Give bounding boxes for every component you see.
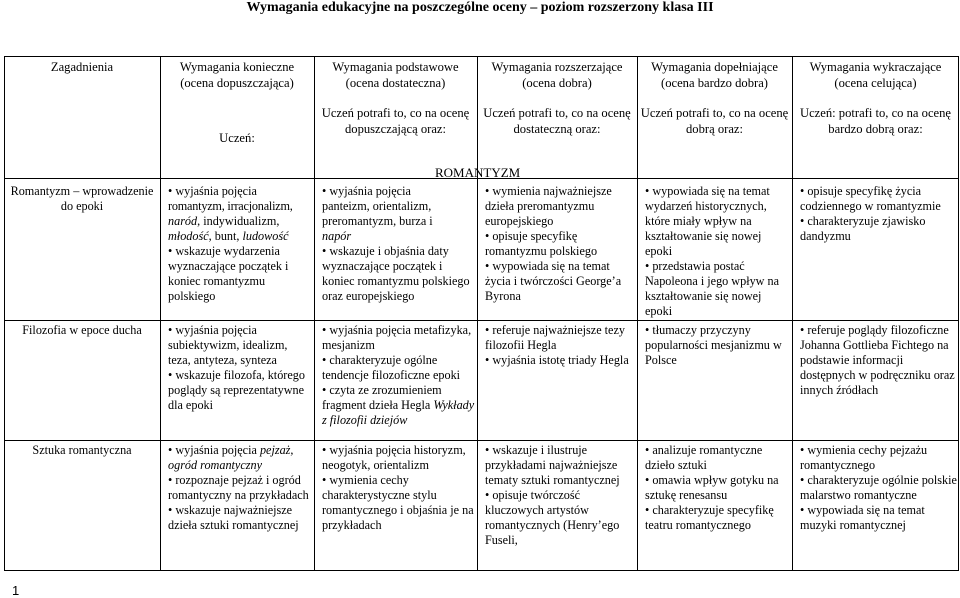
header-subtitle: (ocena dopuszczająca) <box>180 76 294 90</box>
requirements-cell <box>792 321 959 441</box>
list-item: • wyjaśnia pojęcia historyzm, neogotyk, orientalizm <box>322 443 475 473</box>
list-item: • referuje najważniejsze tezy filozofii Hegla <box>485 323 635 353</box>
requirements-cell <box>477 321 637 441</box>
table-row <box>4 441 959 571</box>
requirements-cell <box>160 321 314 441</box>
header-cell <box>160 57 314 178</box>
requirements-cell <box>792 178 959 321</box>
header-cell <box>314 57 477 178</box>
requirements-cell <box>792 441 959 571</box>
requirements-cell <box>637 441 792 571</box>
page-number: 1 <box>12 583 20 598</box>
header-criterion: Uczeń potrafi to, co na ocenę dobrą oraz: <box>640 106 789 136</box>
requirements-cell <box>160 178 314 321</box>
list-item: • wskazuje wydarzenia wyznaczające początek i koniec romantyzmu polskiego <box>168 244 312 304</box>
header-criterion: Uczeń potrafi to, co na ocenę dopuszczającą oraz: <box>321 106 470 136</box>
topic-cell: Romantyzm – wprowadzenie do epoki <box>10 184 154 213</box>
header-title: Zagadnienia <box>50 60 114 74</box>
table-row <box>4 321 959 441</box>
list-item: • wyjaśnia pojęcia metafizyka, mesjanizm <box>322 323 475 353</box>
list-item: • charakteryzuje ogólnie polskie malarstwo romantyczne <box>800 473 957 503</box>
list-item: • wymienia cechy pejzażu romantycznego <box>800 443 957 473</box>
header-cell <box>637 57 792 178</box>
header-criterion: Uczeń: <box>219 131 255 145</box>
header-row <box>4 57 959 178</box>
list-item: • rozpoznaje pejzaż i ogród romantyczny na przykładach <box>168 473 312 503</box>
list-item: • analizuje romantyczne dzieło sztuki <box>645 443 790 473</box>
list-item: • wymienia najważniejsze dzieła preromantyzmu europejskiego <box>485 184 635 229</box>
requirements-cell <box>314 178 477 321</box>
header-cell <box>4 57 160 178</box>
list-item: • opisuje twórczość kluczowych artystów romantycznych (Henry’ego Fuseli, <box>485 488 635 548</box>
header-cell <box>792 57 959 178</box>
section-banner: ROMANTYZM <box>435 165 521 180</box>
requirements-cell <box>477 178 637 321</box>
header-criterion: Uczeń: potrafi to, co na ocenę bardzo dobrą oraz: <box>799 106 952 136</box>
header-title: Wymagania dopełniające <box>651 60 778 74</box>
list-item: • wypowiada się na temat wydarzeń historycznych, które miały wpływ na kształtowanie się nowej epoki <box>645 184 790 259</box>
requirements-cell <box>314 441 477 571</box>
list-item: • wyjaśnia istotę triady Hegla <box>485 353 635 368</box>
list-item: • wypowiada się na temat muzyki romantycznej <box>800 503 957 533</box>
requirements-cell <box>637 178 792 321</box>
header-subtitle: (ocena bardzo dobra) <box>661 76 768 90</box>
list-item: • charakteryzuje ogólne tendencje filozoficzne epoki <box>322 353 475 383</box>
topic-cell: Filozofia w epoce ducha <box>22 323 142 337</box>
list-item: • charakteryzuje zjawisko dandyzmu <box>800 214 957 244</box>
header-cell <box>477 57 637 178</box>
list-item: • wyjaśnia pojęcia subiektywizm, idealizm, teza, antyteza, synteza <box>168 323 312 368</box>
topic-cell: Sztuka romantyczna <box>32 443 132 457</box>
list-item: • wyjaśnia pojęcia romantyzm, irracjonalizm, naród, indywidualizm, młodość, bunt, ludowość <box>168 184 312 244</box>
requirements-cell <box>160 441 314 571</box>
list-item: • wypowiada się na temat życia i twórczości George’a Byrona <box>485 259 635 304</box>
list-item: • przedstawia postać Napoleona i jego wpływ na kształtowanie się nowej epoki <box>645 259 790 319</box>
list-item: • charakteryzuje specyfikę teatru romantycznego <box>645 503 790 533</box>
header-subtitle: (ocena celująca) <box>834 76 917 90</box>
header-title: Wymagania wykraczające <box>809 60 942 74</box>
list-item: • opisuje specyfikę romantyzmu polskiego <box>485 229 635 259</box>
table-row <box>4 178 959 321</box>
requirements-table <box>4 57 959 571</box>
list-item: • wymienia cechy charakterystyczne stylu romantycznego i objaśnia je na przykładach <box>322 473 475 533</box>
header-title: Wymagania konieczne <box>179 60 295 74</box>
list-item: • opisuje specyfikę życia codziennego w romantyzmie <box>800 184 957 214</box>
list-item: • referuje poglądy filozoficzne Johanna Gottlieba Fichtego na podstawie informacji dostępnych w podręczniku oraz innych źródłach <box>800 323 957 398</box>
list-item: • tłumaczy przyczyny popularności mesjanizmu w Polsce <box>645 323 790 368</box>
list-item: • wskazuje i ilustruje przykładami najważniejsze tematy sztuki romantycznej <box>485 443 635 488</box>
list-item: • wskazuje najważniejsze dzieła sztuki romantycznej <box>168 503 312 533</box>
requirements-cell <box>477 441 637 571</box>
list-item: • wskazuje filozofa, którego poglądy są reprezentatywne dla epoki <box>168 368 312 413</box>
list-item: • omawia wpływ gotyku na sztukę renesansu <box>645 473 790 503</box>
list-item: • wyjaśnia pojęcia panteizm, orientalizm, preromantyzm, burza i napór <box>322 184 475 244</box>
requirements-cell <box>314 321 477 441</box>
list-item: • wskazuje i objaśnia daty wyznaczające początek i koniec romantyzmu polskiego oraz europejskiego <box>322 244 475 304</box>
header-subtitle: (ocena dostateczna) <box>345 76 446 90</box>
requirements-cell <box>637 321 792 441</box>
header-title: Wymagania rozszerzające <box>491 60 623 74</box>
list-item: • wyjaśnia pojęcia pejzaż, ogród romantyczny <box>168 443 312 473</box>
page-title: Wymagania edukacyjne na poszczególne oceny – poziom rozszerzony klasa III <box>246 0 714 15</box>
header-title: Wymagania podstawowe <box>332 60 459 74</box>
header-subtitle: (ocena dobra) <box>522 76 592 90</box>
header-criterion: Uczeń potrafi to, co na ocenę dostateczną oraz: <box>483 106 631 136</box>
list-item: • czyta ze zrozumieniem fragment dzieła Hegla Wykłady z filozofii dziejów <box>322 383 475 428</box>
